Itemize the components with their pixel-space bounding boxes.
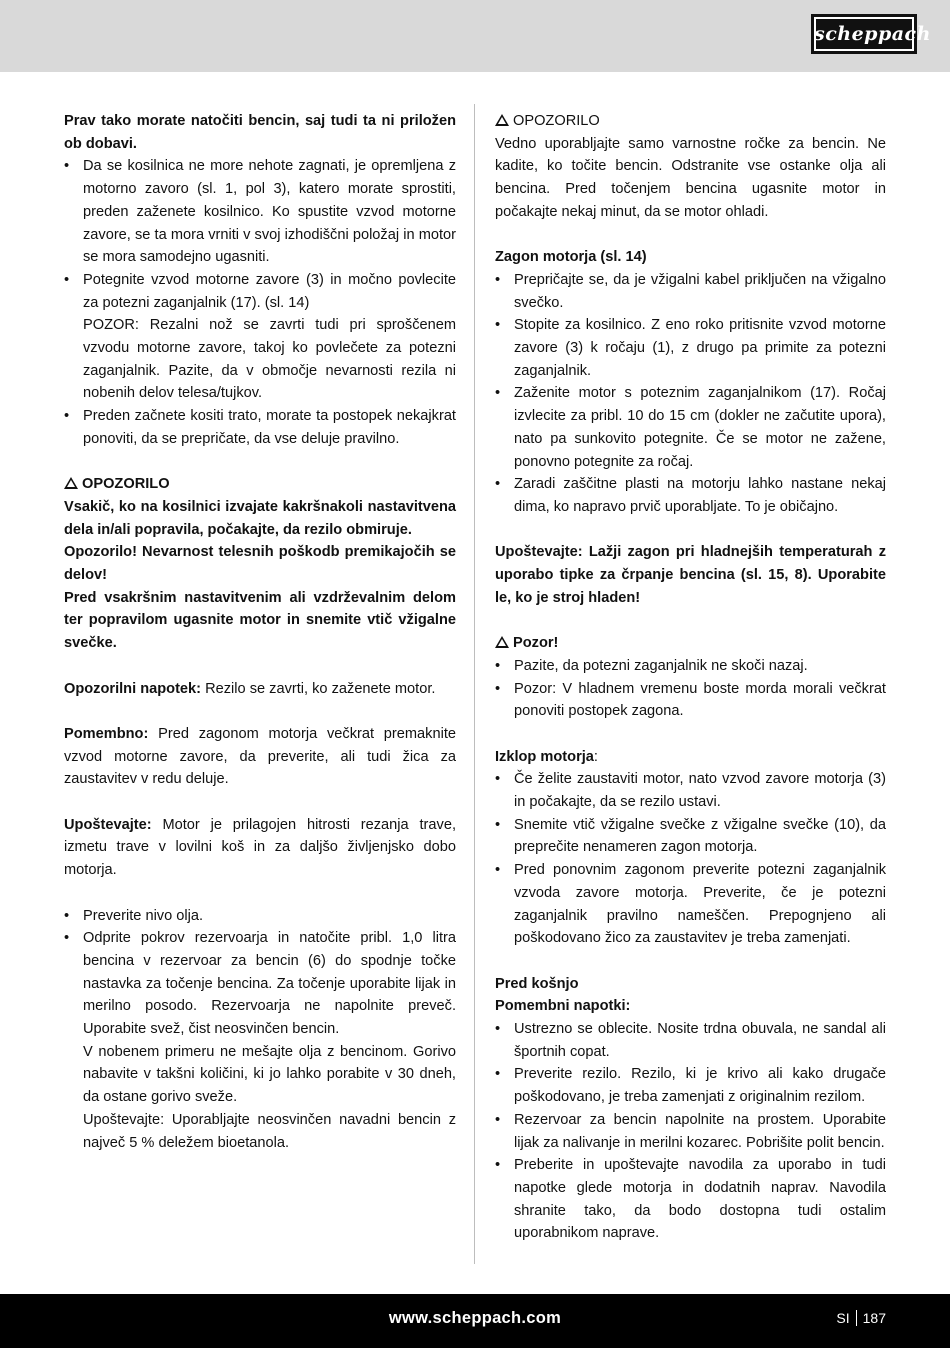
left-column — [64, 110, 456, 1154]
note-text: Pred zagonom motorja večkrat premaknite vzvod motorne zavore, da preverite, ali tudi žica za zaustavitev v redu deluje. — [64, 725, 456, 788]
right-column — [495, 110, 886, 1245]
list-item-text: V nobenem primeru ne mešajte olja z bencinom. Gorivo nabavite v takšni količini, ki jo lahko porabite v 30 dneh, da ostane gorivo sveže. — [83, 1043, 456, 1106]
list-item: • Pred ponovnim zagonom preverite potezni zaganjalnik vzvoda zavore motorja. Preverite, če je potezni zaganjalnik pravilno nameščen. Prepognjeno ali poškodovano žico za zaustavitev je treba zamenjati. — [495, 859, 886, 950]
warning-text: Pred vsakršnim nastavitvenim ali vzdrževalnim delom ter popravilom ugasnite motor in snemite vtič vžigalne svečke. — [64, 589, 456, 652]
note-text: Motor je prilagojen hitrosti rezanja trave, izmetu trave v lovilni koš in za daljšo življenjsko dobo motorja. — [64, 816, 456, 879]
page-number — [836, 1310, 886, 1326]
stop-title: Izklop motorja — [495, 748, 594, 765]
list-item: • Preverite rezilo. Rezilo, ki je krivo ali kako drugače poškodovano, je treba zamenjati z originalnim rezilom. — [495, 1063, 886, 1108]
warning-title: OPOZORILO — [513, 113, 600, 129]
list-item: • Preberite in upoštevajte navodila za uporabo in tudi napotke glede motorja in dodatnih naprav. Navodila shranite tako, da bodo dostopna tudi ostalim uporabnikom naprave. — [495, 1154, 886, 1245]
warning-heading — [495, 110, 886, 133]
section-subtitle: Pomembni napotki: — [495, 998, 631, 1015]
list-item: • Stopite za kosilnico. Z eno roko pritisnite vzvod motorne zavore (3) k ročaju (1), z drugo pa primite za potezni zaganjalnik. — [495, 314, 886, 382]
column-divider — [474, 104, 475, 1264]
separator — [856, 1310, 857, 1326]
note-paragraph — [64, 678, 456, 701]
list-item: • Prepričajte se, da je vžigalni kabel priključen na vžigalno svečko. — [495, 269, 886, 314]
list-item: • Pazite, da potezni zaganjalnik ne skoči nazaj. — [495, 655, 886, 678]
warning-text: Vedno uporabljajte samo varnostne ročke za bencin. Ne kadite, ko točite bencin. Odstranite vse ostanke olja ali bencina. Pred točenjem bencina ugasnite motor in počakajte nekaj minut, da se motor ohladi. — [495, 135, 886, 220]
website-link[interactable]: www.scheppach.com — [388, 1309, 562, 1327]
stop-list — [495, 768, 886, 950]
list-item: • Ustrezno se oblecite. Nosite trdna obuvala, ne sandal ali športnih copat. — [495, 1018, 886, 1063]
list-item: • Pozor: V hladnem vremenu boste morda morali večkrat ponoviti postopek zagona. — [495, 678, 886, 723]
start-list — [495, 269, 886, 519]
scheppach-logo — [811, 14, 931, 54]
note-text: Rezilo se zavrti, ko zaženete motor. — [201, 680, 436, 697]
section-title-start: Zagon motorja (sl. 14) — [495, 249, 647, 266]
list-item: • Preverite nivo olja. — [64, 905, 456, 928]
list-item: • Rezervoar za bencin napolnite na prostem. Uporabite lijak za nalivanje in merilni kozarec. Pobrišite polit bencin. — [495, 1109, 886, 1154]
note-label: Upoštevajte: — [64, 816, 152, 833]
brake-list — [64, 155, 456, 450]
list-item: • Zaženite motor s poteznim zaganjalnikom (17). Ročaj izvlecite za pribl. 10 do 15 cm (dokler ne začutite upora), nato pa sunkovito potegnite. Če se motor ne zažene, ponovno potegnite za ročaj. — [495, 382, 886, 473]
list-item: • Če želite zaustaviti motor, nato vzvod zavore motorja (3) in počakajte, da se rezilo ustavi. — [495, 768, 886, 813]
stop-colon: : — [593, 748, 598, 765]
caution-title: Pozor! — [513, 635, 559, 652]
list-item: • Da se kosilnica ne more nehote zagnati, je opremljena z motorno zavoro (sl. 1, pol 3), katero morate sprostiti, preden zaženete kosilnico. Ko spustite vzvod motorne zavore, se ta mora vrniti v svoj izhodiščni položaj in motor se mora samodejno ugasniti. — [64, 155, 456, 269]
list-item: • Snemite vtič vžigalne svečke z vžigalne svečke (10), da preprečite nenameren zagon motorja. — [495, 814, 886, 859]
caution-heading — [495, 632, 886, 655]
note-label: Pomembno: — [64, 725, 149, 742]
note-paragraph — [64, 723, 456, 791]
caution-list — [495, 655, 886, 723]
warning-title: OPOZORILO — [82, 476, 170, 493]
warning-triangle-icon — [495, 636, 509, 648]
warning-text: Vsakič, ko na kosilnici izvajate kakršnakoli nastavitvena dela in/ali popravila, počakajte, da rezilo obmiruje. — [64, 498, 456, 538]
warning-text: Opozorilo! Nevarnost telesnih poškodb premikajočih se delov! — [64, 544, 456, 584]
warning-triangle-icon — [495, 114, 509, 126]
page-num: 187 — [862, 1310, 886, 1326]
list-item-text: Upoštevajte: Uporabljajte neosvinčen navadni bencin z največ 5 % deležem bioetanola. — [83, 1111, 456, 1151]
list-item: • Preden začnete kositi trato, morate ta postopek nekajkrat ponoviti, da se prepričate, da vse deluje pravilno. — [64, 405, 456, 450]
warning-triangle-icon — [64, 477, 78, 489]
list-item — [64, 269, 456, 405]
list-item-caution: POZOR: Rezalni nož se zavrti tudi pri sproščenem vzvodu motorne zavore, takoj ko povlečete za potezni zaganjalnik. Pazite, da v območje nevarnosti rezila ni nobenih delov telesa/tujkov. — [83, 317, 456, 402]
list-item-text: • Odprite pokrov rezervoarja in natočite pribl. 1,0 litra bencina v rezervoar za bencin (6) do spodnje točke nastavka za točenje bencina. Za točenje uporabite lijak in merilno posodo. Rezervoarja ne napolnite preveč. Uporabite svež, čist neosvinčen bencin. — [83, 930, 456, 1038]
list-item-text: • Potegnite vzvod motorne zavore (3) in močno povlecite za potezni zaganjalnik (17). (sl. 14) — [83, 271, 456, 311]
page-footer — [0, 1294, 950, 1348]
warning-heading — [64, 473, 456, 496]
list-item: • Zaradi zaščitne plasti na motorju lahko nastane nekaj dima, ko napravo prvič uporabljate. To je običajno. — [495, 473, 886, 518]
fuel-intro: Prav tako morate natočiti bencin, saj tudi ta ni priložen ob dobavi. — [64, 113, 456, 152]
section-title-stop — [495, 746, 886, 769]
page-header — [0, 0, 950, 72]
mowing-list — [495, 1018, 886, 1245]
fuel-list — [64, 905, 456, 1155]
list-item — [64, 927, 456, 1154]
cold-start-note: Upoštevajte: Lažji zagon pri hladnejših temperaturah z uporabo tipke za črpanje bencina (sl. 15, 8). Uporabite le, ko je stroj hladen! — [495, 544, 886, 606]
note-label: Opozorilni napotek: — [64, 680, 202, 697]
note-paragraph — [64, 814, 456, 882]
section-title-mowing: Pred košnjo — [495, 975, 579, 992]
logo-text: scheppach — [814, 23, 931, 45]
language-code: SI — [836, 1310, 850, 1326]
